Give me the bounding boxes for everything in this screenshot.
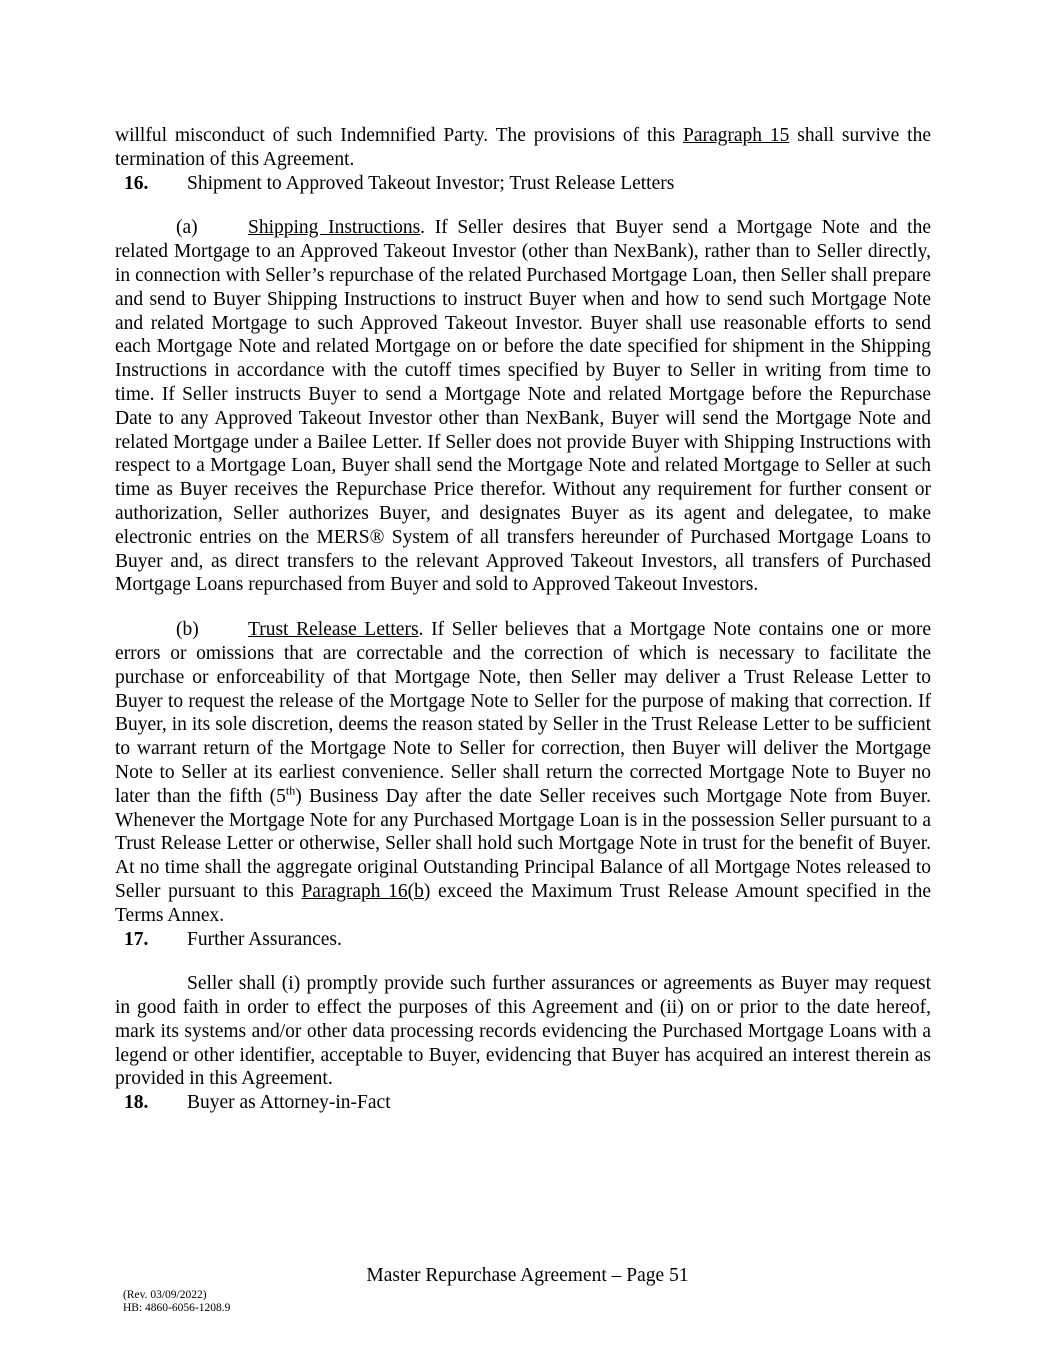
section-16-title: Shipment to Approved Takeout Investor; Trust Release Letters <box>187 172 675 194</box>
paragraph-16b-reference: Paragraph 16(b) <box>301 880 431 902</box>
shipping-instructions-heading: Shipping Instructions <box>248 217 421 239</box>
section-16b-text-2: ) Business Day after the date Seller receives such Mortgage Note from Buyer. Whenever the Mortgage Note for any Purchased Mortgage Loan is in the possession Seller pursuant to a Trust Release Letter or otherwise, Seller shall hold such Mortgage Note in trust for the benefit of Buyer. At no time shall the aggregate original Outstanding Principal Balance of all Mortgage Notes released to Seller pursuant to this <box>115 785 931 902</box>
intro-text: willful misconduct of such Indemnified Party. The provisions of this <box>115 125 683 146</box>
section-16-heading <box>115 172 931 196</box>
section-16b-text-1: . If Seller believes that a Mortgage Note contains one or more errors or omissions that are correctable and the correction of which is necessary to facilitate the purchase or enforceability of that Mortgage Note, then Seller may deliver a Trust Release Letter to Buyer to request the release of the Mortgage Note to Seller for the purpose of making that correction. If Buyer, in its sole discretion, deems the reason stated by Seller in the Trust Release Letter to be sufficient to warrant return of the Mortgage Note to Seller for correction, then Buyer will deliver the Mortgage Note to Seller at its earliest convenience. Seller shall return the corrected Mortgage Note to Buyer no later than the fifth (5 <box>115 619 932 807</box>
footer-page-title: Master Repurchase Agreement – Page 51 <box>366 1265 689 1286</box>
footer-revision-block <box>123 1289 230 1315</box>
ordinal-superscript: th <box>285 783 296 798</box>
section-16b-text-3: exceed the Maximum Trust Release Amount specified in the Terms Annex. <box>115 880 931 926</box>
paragraph-15-reference: Paragraph 15 <box>683 125 790 146</box>
section-18-title: Buyer as Attorney-in-Fact <box>187 1092 391 1114</box>
section-16-number: 16. <box>124 172 149 194</box>
section-17-number: 17. <box>124 928 149 950</box>
section-17-body: Seller shall (i) promptly provide such further assurances or agreements as Buyer may request in good faith in order to effect the purposes of this Agreement and (ii) on or prior to the date hereof, mark its systems and/or other data processing records evidencing the Purchased Mortgage Loans with a legend or other identifier, acceptable to Buyer, evidencing that Buyer has acquired an interest therein as provided in this Agreement. <box>115 973 931 1090</box>
section-17-title: Further Assurances. <box>187 928 342 950</box>
footer-document-id: HB: 4860-6056-1208.9 <box>123 1302 231 1314</box>
section-16a-text: . If Seller desires that Buyer send a Mortgage Note and the related Mortgage to an Approved Takeout Investor (other than NexBank), rather than to Seller directly, in connection with Seller’s repurchase of the related Purchased Mortgage Loan, then Seller shall prepare and send to Buyer Shipping Instructions to instruct Buyer when and how to send such Mortgage Note and related Mortgage to such Approved Takeout Investor. Buyer shall use reasonable efforts to send each Mortgage Note and related Mortgage on or before the date specified for shipment in the Shipping Instructions in accordance with the cutoff times specified by Buyer to Seller in writing from time to time. If Seller instructs Buyer to send a Mortgage Note and related Mortgage before the Repurchase Date to any Approved Takeout Investor other than NexBank, Buyer will send the Mortgage Note and related Mortgage under a Bailee Letter. If Seller does not provide Buyer with Shipping Instructions with respect to a Mortgage Loan, Buyer shall send the Mortgage Note and related Mortgage to Seller at such time as Buyer receives the Repurchase Price therefor. Without any requirement for further consent or authorization, Seller authorizes Buyer, and designates Buyer as its agent and delegatee, to make electronic entries on the MERS® System of all transfers hereunder of Purchased Mortgage Loans to Buyer and, as direct transfers to the relevant Approved Takeout Investors, all transfers of Purchased Mortgage Loans repurchased from Buyer and sold to Approved Takeout Investors. <box>115 217 931 596</box>
trust-release-letters-heading: Trust Release Letters <box>248 619 419 641</box>
section-18-number: 18. <box>124 1092 149 1114</box>
section-18-heading <box>115 1091 931 1115</box>
section-16a-label: (a) <box>176 217 198 239</box>
section-16b-paragraph <box>115 618 931 927</box>
page-body <box>115 124 931 1115</box>
intro-paragraph <box>115 124 931 172</box>
section-17-heading <box>115 928 931 952</box>
footer-revision-date: (Rev. 03/09/2022) <box>123 1289 207 1301</box>
intro-text-end: shall survive the termination of this Agreement. <box>115 125 931 170</box>
section-16a-paragraph <box>115 216 931 597</box>
section-16b-label: (b) <box>176 619 199 641</box>
